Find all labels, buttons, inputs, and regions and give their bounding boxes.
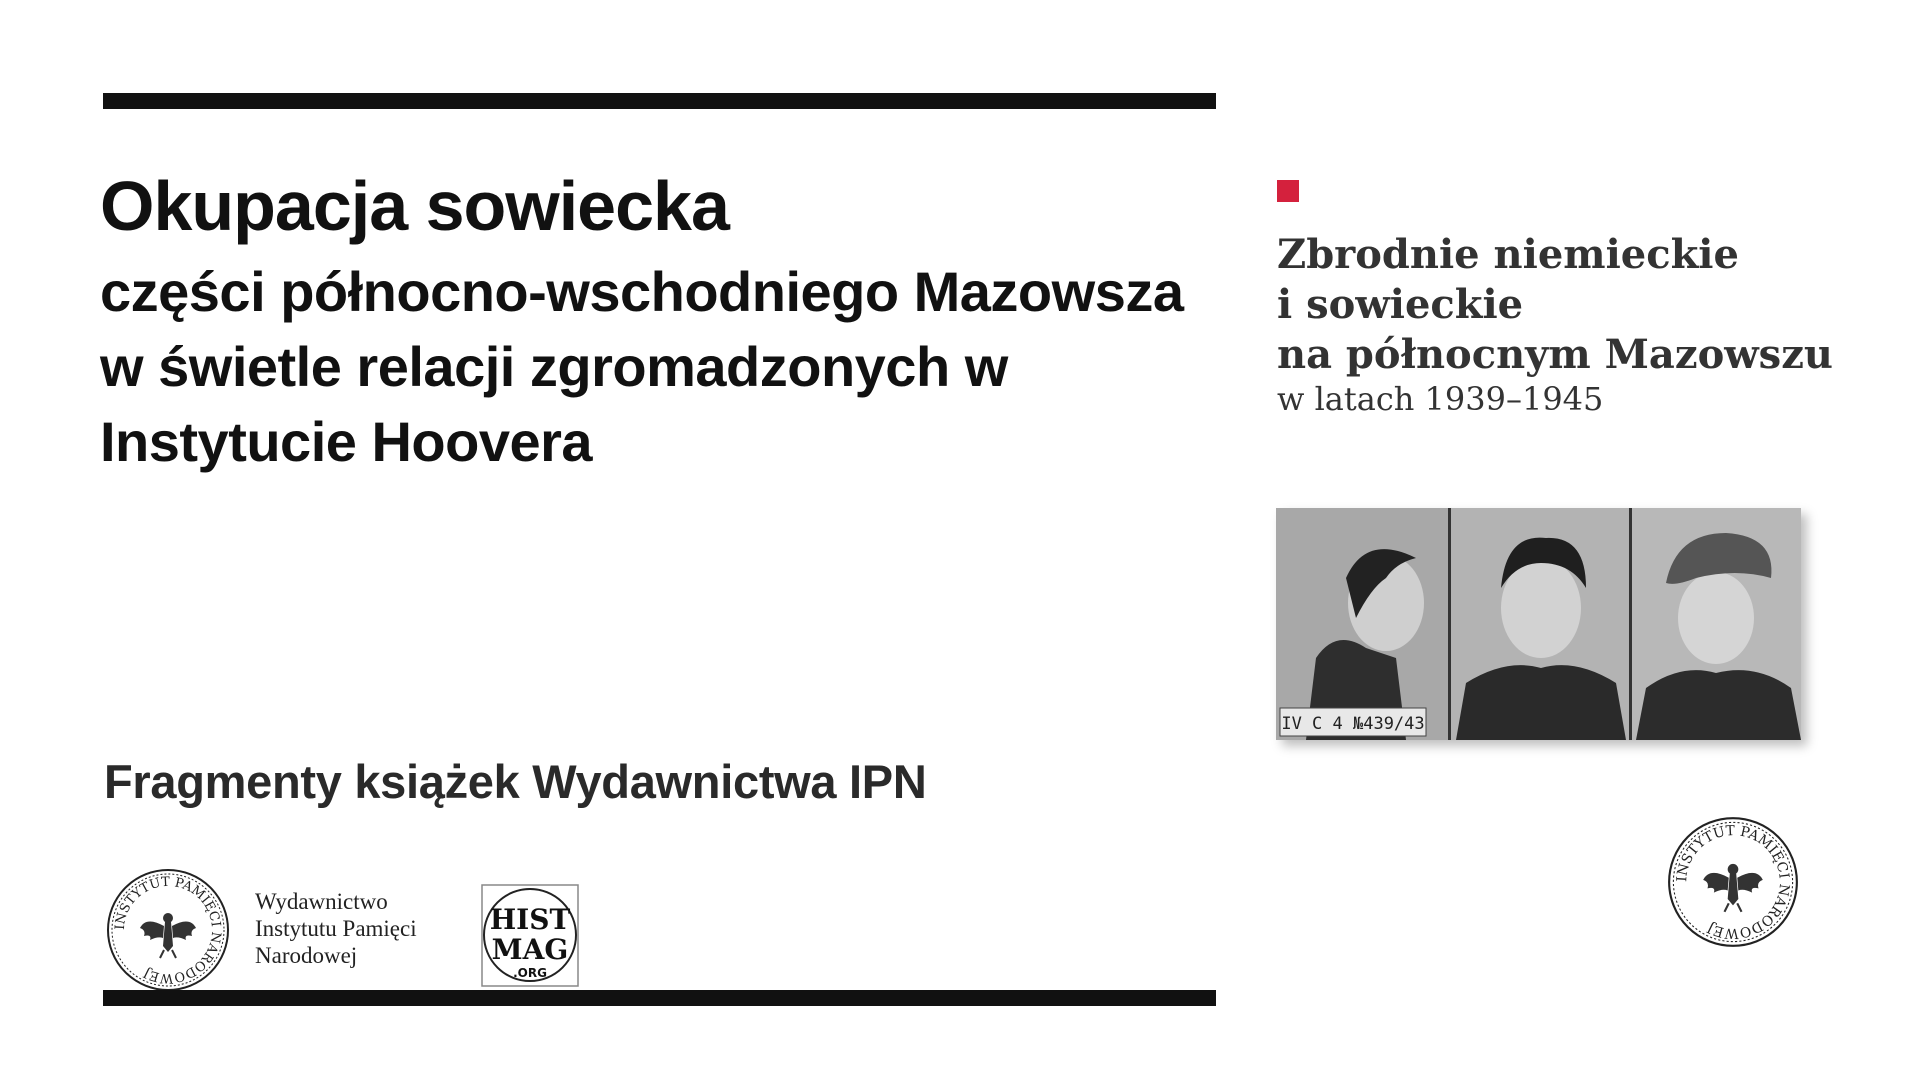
- book-title-line: na północnym Mazowszu: [1277, 331, 1833, 378]
- book-title: [1277, 230, 1833, 380]
- accent-square: [1277, 180, 1299, 202]
- page-subtitle: [100, 254, 1250, 479]
- histmag-logo: [480, 883, 580, 988]
- histmag-line2: MAG: [491, 933, 569, 966]
- subtitle-line: części północno-wschodniego Mazowsza: [100, 260, 1184, 323]
- seal-text: INSTYTUT PAMIĘCI NARODOWEJ: [1674, 823, 1793, 942]
- publisher-line: Narodowej: [255, 943, 358, 968]
- subtitle-line: Instytucie Hoovera: [100, 410, 593, 473]
- book-title-line: Zbrodnie niemieckie: [1277, 231, 1739, 278]
- seal-text: INSTYTUT PAMIĘCI NARODOWEJ: [112, 874, 224, 986]
- histmag-line3: .ORG: [513, 966, 547, 980]
- book-title-line: i sowieckie: [1277, 281, 1524, 328]
- publisher-line: Instytutu Pamięci: [255, 916, 417, 941]
- book-years: w latach 1939–1945: [1277, 380, 1604, 418]
- page-title: Okupacja sowiecka: [100, 167, 729, 245]
- publisher-line: Wydawnictwo: [255, 889, 388, 914]
- photo-label: IV C 4 №439/43: [1281, 714, 1425, 734]
- publisher-name: [255, 888, 417, 969]
- mugshot-photo: [1276, 508, 1801, 740]
- top-rule: [103, 93, 1216, 109]
- bottom-rule: [103, 990, 1216, 1006]
- ipn-seal-logo: [106, 868, 230, 992]
- ipn-seal-logo-right: [1667, 816, 1799, 948]
- tagline: Fragmenty książek Wydawnictwa IPN: [104, 755, 927, 808]
- subtitle-line: w świetle relacji zgromadzonych w: [100, 335, 1008, 398]
- histmag-line1: HIST: [489, 903, 571, 936]
